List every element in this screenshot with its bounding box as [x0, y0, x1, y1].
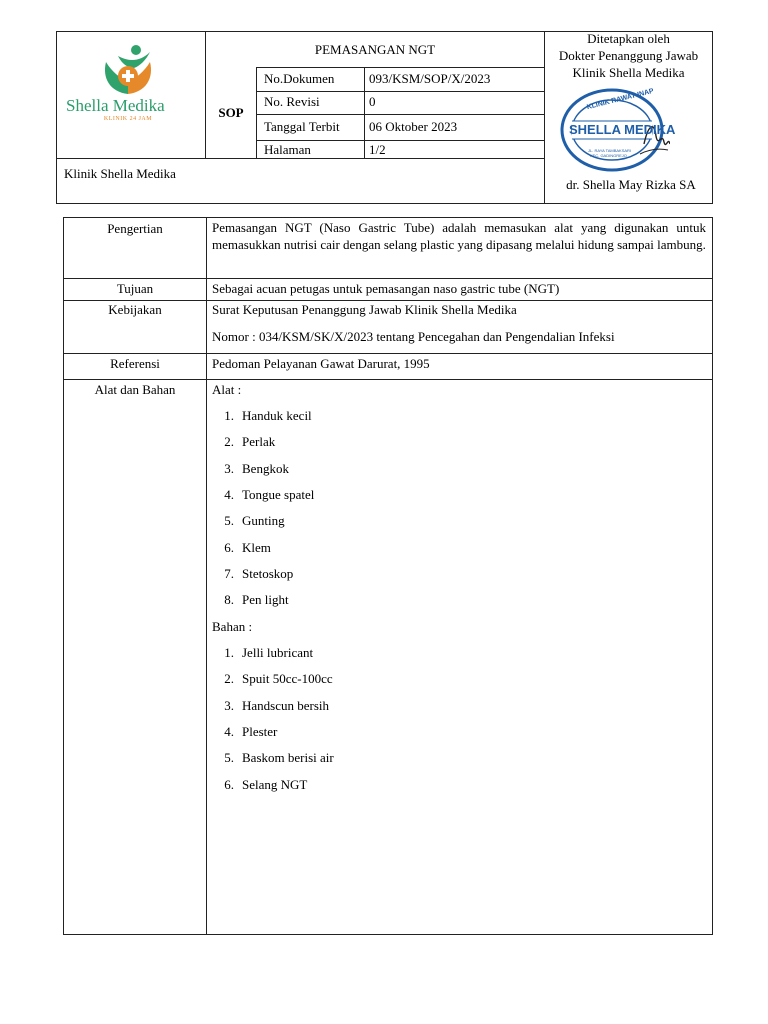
list-item	[212, 540, 271, 556]
list-item-label: Klem	[242, 539, 271, 555]
list-item	[212, 408, 312, 424]
list-number: 1.	[224, 645, 234, 660]
list-number: 6.	[224, 776, 234, 792]
list-item	[212, 487, 314, 503]
clinic-name: Klinik Shella Medika	[64, 166, 176, 181]
logo-name: Shella Medika	[66, 96, 165, 115]
approval-line-1: Ditetapkan oleh	[587, 31, 670, 46]
signer-name: dr. Shella May Rizka SA	[566, 177, 696, 192]
pengertian-text: Pemasangan NGT (Naso Gastric Tube) adalah memasukan alat yang digunakan untuk memasukkan nutrisi cair dengan selang plastic yang dipasang melalui hidung sampai lambung.	[212, 220, 706, 252]
list-item-label: Spuit 50cc-100cc	[242, 671, 333, 687]
page-value: 1/2	[369, 142, 386, 157]
list-number: 2.	[224, 671, 234, 687]
list-number: 2.	[224, 434, 234, 450]
referensi-label: Referensi	[110, 356, 160, 371]
list-item-label: Handscun bersih	[242, 697, 330, 713]
kebijakan-label: Kebijakan	[108, 302, 162, 317]
list-item	[212, 724, 277, 740]
leaf-logo-icon	[98, 42, 158, 96]
list-item-label: Gunting	[242, 513, 285, 529]
stamp-top-text: KLINIK RAWAT INAP	[586, 87, 655, 112]
issue-date-label: Tanggal Terbit	[264, 119, 340, 134]
logo-tagline: KLINIK 24 JAM	[103, 116, 153, 122]
bahan-heading: Bahan :	[212, 619, 253, 634]
list-number: 6.	[224, 539, 234, 555]
sop-label: SOP	[218, 105, 244, 120]
revision-label: No. Revisi	[264, 94, 320, 109]
document-title: PEMASANGAN NGT	[314, 42, 436, 57]
list-item-label: Bengkok	[242, 460, 289, 476]
list-item	[212, 434, 275, 450]
approval-line-2: Dokter Penanggung Jawab	[558, 48, 699, 63]
list-item-label: Selang NGT	[242, 776, 308, 792]
tujuan-text: Sebagai acuan petugas untuk pemasangan naso gastric tube (NGT)	[212, 281, 560, 296]
list-number: 5.	[224, 513, 234, 529]
tujuan-label: Tujuan	[116, 281, 154, 296]
list-number: 1.	[224, 408, 234, 423]
list-item-label: Pen light	[242, 592, 289, 608]
list-number: 3.	[224, 697, 234, 713]
list-item	[212, 566, 293, 582]
issue-date-value: 06 Oktober 2023	[369, 119, 458, 134]
list-item	[212, 671, 333, 687]
list-number: 8.	[224, 592, 234, 608]
revision-value: 0	[369, 94, 376, 109]
list-item	[212, 592, 289, 608]
list-item	[212, 777, 307, 793]
list-item-label: Tongue spatel	[242, 486, 315, 502]
list-number: 5.	[224, 750, 234, 766]
list-item-label: Perlak	[242, 434, 276, 450]
list-number: 7.	[224, 565, 234, 581]
alat-bahan-label: Alat dan Bahan	[94, 382, 176, 397]
list-number: 4.	[224, 723, 234, 739]
list-item	[212, 513, 285, 529]
list-item-label: Plester	[242, 723, 278, 739]
list-item-label: Stetoskop	[242, 565, 294, 581]
approval-line-3: Klinik Shella Medika	[572, 65, 685, 80]
kebijakan-line-1: Surat Keputusan Penanggung Jawab Klinik Shella Medika	[212, 302, 517, 317]
doc-number-value: 093/KSM/SOP/X/2023	[369, 71, 491, 86]
list-number: 4.	[224, 486, 234, 502]
list-item	[212, 461, 289, 477]
kebijakan-line-2: Nomor : 034/KSM/SK/X/2023 tentang Pencegahan dan Pengendalian Infeksi	[212, 329, 615, 344]
list-item-label: Baskom berisi air	[242, 750, 334, 766]
doc-number-label: No.Dokumen	[264, 71, 335, 86]
svg-text:KEC. GADINGREJO: KEC. GADINGREJO	[590, 153, 627, 158]
list-item-label: Jelli lubricant	[242, 645, 314, 660]
stamp-name: SHELLA MEDIKA	[569, 122, 676, 137]
list-number: 3.	[224, 460, 234, 476]
pengertian-label: Pengertian	[107, 221, 163, 236]
page-label: Halaman	[264, 142, 311, 157]
svg-text:JL. RAYA TAMBAKSARI: JL. RAYA TAMBAKSARI	[588, 148, 632, 153]
referensi-text: Pedoman Pelayanan Gawat Darurat, 1995	[212, 356, 430, 371]
list-item	[212, 645, 313, 661]
list-item-label: Handuk kecil	[242, 408, 312, 423]
alat-heading: Alat :	[212, 382, 242, 397]
list-item	[212, 698, 329, 714]
list-item	[212, 750, 334, 766]
